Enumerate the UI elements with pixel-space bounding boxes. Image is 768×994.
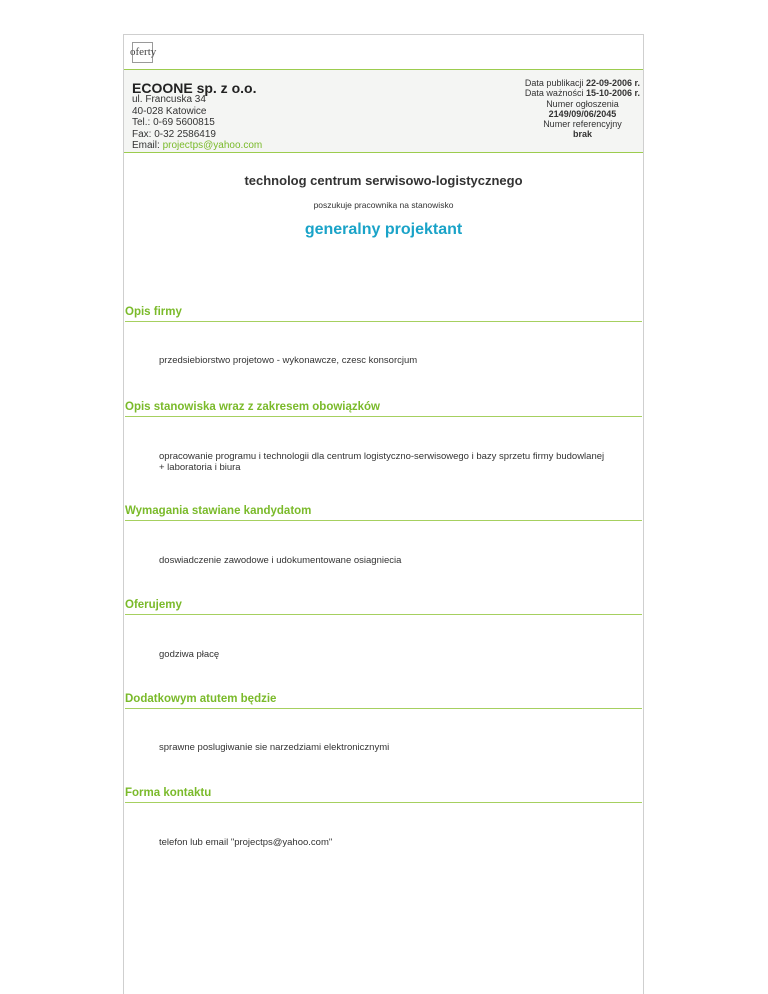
job-title: technolog centrum serwisowo-logistycznego <box>244 173 523 188</box>
company-city: 40-028 Katowice <box>132 105 207 117</box>
published-date <box>525 78 640 88</box>
section-title-offer: Oferujemy <box>125 599 642 615</box>
company-header <box>124 69 643 153</box>
seeks-text: poszukuje pracownika na stanowisko <box>313 200 454 210</box>
section-text-requirements: doswiadczenie zawodowe i udokumentowane osiagniecia <box>159 555 402 566</box>
company-fax: Fax: 0-32 2586419 <box>132 128 216 140</box>
valid-label: Data ważności <box>524 88 586 99</box>
section-title-advantage: Dodatkowym atutem będzie <box>125 693 642 709</box>
section-title-company: Opis firmy <box>125 306 642 322</box>
section-text-contact: telefon lub email "projectps@yahoo.com" <box>159 837 333 848</box>
section-title-contact: Forma kontaktu <box>125 787 642 803</box>
logo-text: oferty <box>130 46 157 58</box>
section-text-advantage: sprawne poslugiwanie sie narzedziami elektronicznymi <box>159 742 390 753</box>
ad-number-label: Numer ogłoszenia <box>546 98 619 109</box>
company-street: ul. Francuska 34 <box>132 94 206 105</box>
section-title-duties: Opis stanowiska wraz z zakresem obowiązków <box>125 401 642 417</box>
ref-number-value: brak <box>572 129 592 140</box>
valid-value: 15-10-2006 r. <box>585 88 640 99</box>
company-email-line <box>132 140 262 152</box>
section-text-duties: opracowanie programu i technologii dla centrum logistyczno-serwisowego i bazy sprzetu firmy budowlanej + laboratoria i biura <box>159 451 605 473</box>
section-text-offer: godziwa płacę <box>159 649 220 660</box>
published-value: 22-09-2006 r. <box>585 78 640 88</box>
email-link[interactable]: projectps@yahoo.com <box>162 140 263 151</box>
section-title-requirements: Wymagania stawiane kandydatom <box>125 505 642 521</box>
logo-icon <box>130 42 157 63</box>
company-address <box>132 94 262 152</box>
ref-number-label: Numer referencyjny <box>543 119 622 130</box>
ad-meta <box>525 78 640 140</box>
ad-number-value: 2149/09/06/2045 <box>548 108 617 119</box>
company-name: ECOONE sp. z o.o. <box>132 80 257 96</box>
valid-date <box>525 88 640 98</box>
email-label: Email: <box>132 140 163 151</box>
published-label: Data publikacji <box>524 78 586 88</box>
position-name: generalny projektant <box>304 221 463 238</box>
section-text-company: przedsiebiorstwo projetowo - wykonawcze, czesc konsorcjum <box>159 355 418 366</box>
company-tel: Tel.: 0-69 5600815 <box>132 117 215 128</box>
